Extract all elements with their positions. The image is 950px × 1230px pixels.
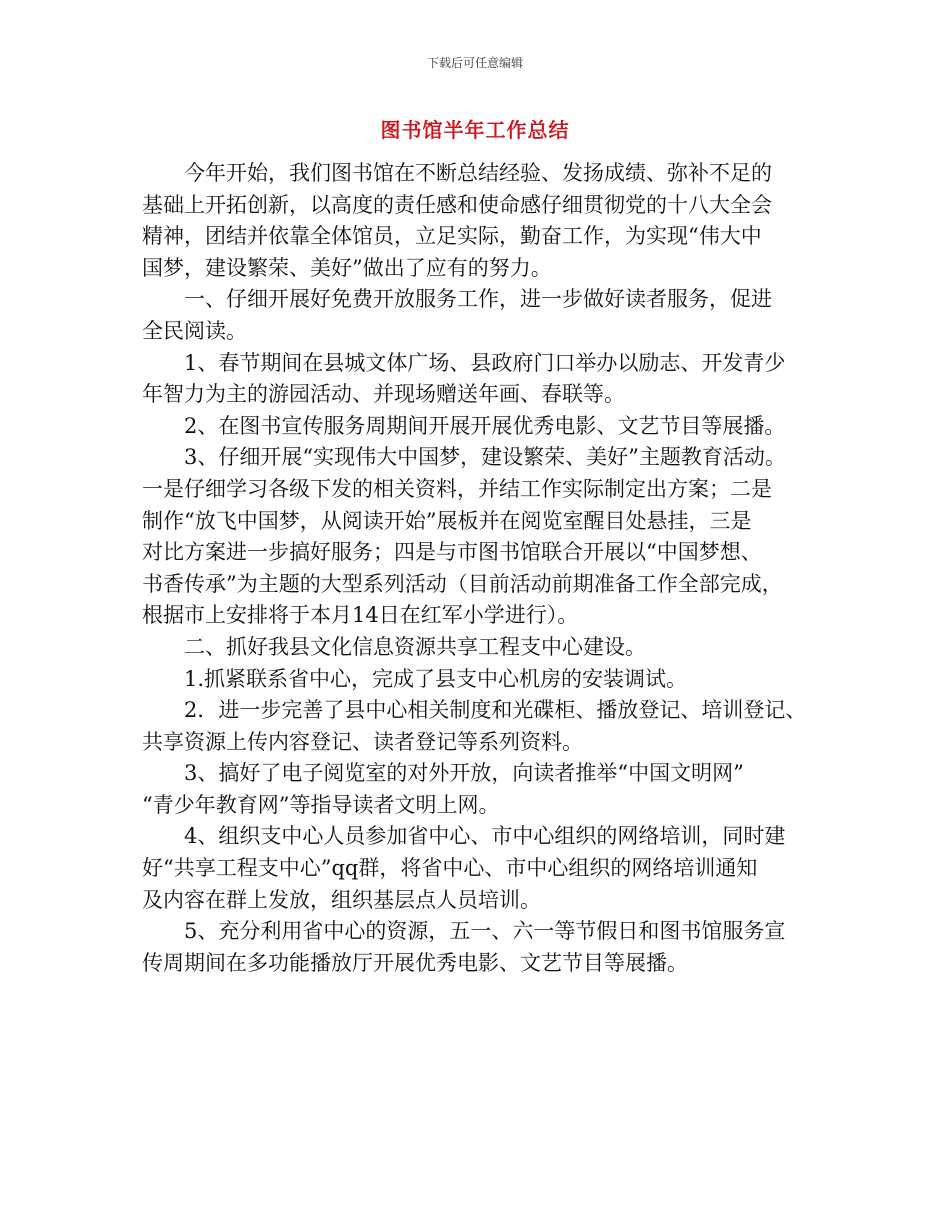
body-line: 二、抓好我县文化信息资源共享工程支中心建设。 (184, 634, 646, 659)
body-line: 共享资源上传内容登记、读者登记等系列资料。 (142, 729, 583, 754)
document-title: 图书馆半年工作总结 (380, 118, 570, 142)
body-line: 好“共享工程支中心”qq群，将省中心、市中心组织的网络培训通知 (142, 856, 758, 881)
body-line: 1.抓紧联系省中心，完成了县支中心机房的安装调试。 (184, 666, 688, 691)
body-line: 一是仔细学习各级下发的相关资料，并结工作实际制定出方案；二是 (142, 476, 772, 501)
body-line: 4、组织支中心人员参加省中心、市中心组织的网络培训，同时建 (184, 824, 786, 849)
body-line: 1、春节期间在县城文体广场、县政府门口举办以励志、开发青少 (184, 350, 786, 375)
body-line: 制作“放飞中国梦，从阅读开始”展板并在阅览室醒目处悬挂，三是 (142, 508, 752, 533)
body-line: 精神，团结并依靠全体馆员，立足实际，勤奋工作，为实现“伟大中 (142, 224, 762, 249)
body-line: 3、搞好了电子阅览室的对外开放，向读者推举“中国文明网” (184, 761, 744, 786)
body-line: 及内容在群上发放，组织基层点人员培训。 (142, 887, 541, 912)
body-line: 一、仔细开展好免费开放服务工作，进一步做好读者服务，促进 (184, 287, 772, 312)
body-line: 今年开始，我们图书馆在不断总结经验、发扬成绩、弥补不足的 (184, 161, 772, 185)
body-line: 国梦，建设繁荣、美好”做出了应有的努力。 (142, 255, 552, 280)
body-line: 对比方案进一步搞好服务；四是与市图书馆联合开展以“中国梦想、 (142, 540, 762, 565)
document-body (142, 158, 822, 979)
body-line: 传周期间在多功能播放厅开展优秀电影、文艺节目等展播。 (142, 950, 688, 975)
body-line: “青少年教育网”等指导读者文明上网。 (142, 792, 500, 817)
body-line: 书香传承”为主题的大型系列活动（目前活动前期准备工作全部完成， (142, 571, 783, 596)
body-line: 2、在图书宣传服务周期间开展开展优秀电影、文艺节目等展播。 (184, 413, 786, 438)
body-line: 根据市上安排将于本月14日在红军小学进行）。 (142, 603, 579, 628)
body-line: 基础上开拓创新，以高度的责任感和使命感仔细贯彻党的十八大全会 (142, 192, 772, 217)
body-line: 全民阅读。 (142, 318, 247, 343)
body-line: 5、充分利用省中心的资源，五一、六一等节假日和图书馆服务宣 (184, 919, 786, 944)
body-line: 3、仔细开展“实现伟大中国梦，建设繁荣、美好”主题教育活动。 (184, 445, 786, 470)
page-header: 下载后可任意编辑 (426, 56, 523, 70)
body-line: 年智力为主的游园活动、并现场赠送年画、春联等。 (142, 382, 625, 407)
body-line: 2．进一步完善了县中心相关制度和光碟柜、播放登记、培训登记、 (184, 698, 807, 723)
